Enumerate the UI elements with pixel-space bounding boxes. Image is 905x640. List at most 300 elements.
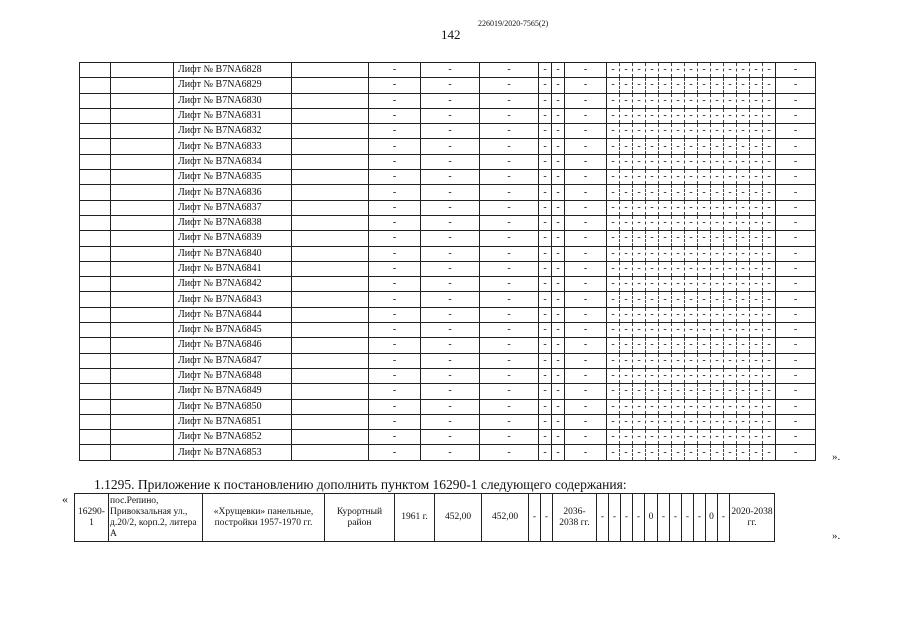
lift-cell-dash: - — [776, 414, 816, 429]
row-address: пос.Репино, Привокзальная ул., д.20/2, корп.2, литера А — [109, 494, 203, 542]
lift-cell-empty — [80, 139, 111, 154]
lift-cell-dash: - — [480, 124, 539, 139]
lift-cell-empty — [292, 63, 369, 78]
lift-cell-dash: - — [776, 200, 816, 215]
lift-cell-dash: - — [552, 200, 565, 215]
lift-cell-dash: - — [607, 307, 620, 322]
lift-cell-dash: - — [698, 185, 711, 200]
lift-cell-dash: - — [750, 368, 763, 383]
lift-cell-dash: - — [421, 108, 480, 123]
lift-cell-dash: - — [552, 261, 565, 276]
lift-cell-dash: - — [659, 93, 672, 108]
lift-cell-dash: - — [763, 277, 776, 292]
lift-cell-dash: - — [711, 338, 724, 353]
lift-cell-dash: - — [646, 323, 659, 338]
lift-cell-dash: - — [750, 139, 763, 154]
lift-cell-dash: - — [737, 414, 750, 429]
lift-cell-dash: - — [776, 261, 816, 276]
page-number: 142 — [441, 27, 461, 42]
lift-cell-dash: - — [737, 154, 750, 169]
lift-cell-dash: - — [724, 78, 737, 93]
lift-cell-dash: - — [421, 261, 480, 276]
lift-cell-dash: - — [421, 399, 480, 414]
lift-cell-dash: - — [776, 277, 816, 292]
lift-cell-dash: - — [369, 368, 421, 383]
lift-cell-dash: - — [737, 384, 750, 399]
lift-cell-dash: - — [421, 200, 480, 215]
lift-cell-empty — [80, 63, 111, 78]
lift-cell-dash: - — [711, 353, 724, 368]
lift-cell-dash: - — [421, 307, 480, 322]
lift-cell-dash: - — [763, 368, 776, 383]
lift-cell-empty — [80, 292, 111, 307]
lift-cell-dash: - — [421, 124, 480, 139]
lift-cell-dash: - — [737, 307, 750, 322]
lift-row — [80, 399, 816, 414]
lift-cell-dash: - — [724, 63, 737, 78]
lift-cell-dash: - — [685, 93, 698, 108]
lift-cell-dash: - — [776, 307, 816, 322]
lift-cell-dash: - — [672, 368, 685, 383]
lift-cell-dash: - — [659, 261, 672, 276]
lift-cell-dash: - — [552, 154, 565, 169]
lift-cell-dash: - — [711, 445, 724, 460]
lift-cell-dash: - — [724, 108, 737, 123]
lift-cell-dash: - — [369, 215, 421, 230]
lift-cell-dash: - — [685, 384, 698, 399]
lift-cell-dash: - — [750, 292, 763, 307]
lift-cell-dash: - — [480, 93, 539, 108]
lift-cell-dash: - — [737, 63, 750, 78]
row-dash: - — [609, 494, 621, 542]
lift-cell-dash: - — [607, 430, 620, 445]
lift-cell-dash: - — [750, 78, 763, 93]
lift-cell-dash: - — [539, 384, 552, 399]
lift-cell-dash: - — [552, 170, 565, 185]
row-number: 16290-1 — [75, 494, 109, 542]
lift-cell-dash: - — [763, 338, 776, 353]
lift-cell-dash: - — [698, 445, 711, 460]
lift-cell-dash: - — [724, 93, 737, 108]
lift-cell-dash: - — [421, 215, 480, 230]
lift-cell-dash: - — [539, 338, 552, 353]
lift-cell-dash: - — [421, 353, 480, 368]
lift-cell-dash: - — [539, 430, 552, 445]
lift-cell-dash: - — [633, 323, 646, 338]
lift-cell-empty — [111, 246, 174, 261]
lift-cell-dash: - — [620, 261, 633, 276]
lift-cell-dash: - — [646, 93, 659, 108]
lift-cell-dash: - — [480, 261, 539, 276]
lift-row — [80, 93, 816, 108]
lift-cell-dash: - — [565, 200, 607, 215]
lift-cell-empty — [111, 368, 174, 383]
lift-cell-dash: - — [607, 261, 620, 276]
lift-cell-dash: - — [646, 368, 659, 383]
lift-cell-dash: - — [685, 246, 698, 261]
lift-cell-dash: - — [750, 108, 763, 123]
lift-cell-dash: - — [633, 93, 646, 108]
lift-cell-dash: - — [685, 292, 698, 307]
lift-cell-dash: - — [421, 170, 480, 185]
lift-cell-dash: - — [646, 215, 659, 230]
lift-cell-dash: - — [763, 445, 776, 460]
row-dash: - — [682, 494, 694, 542]
lift-cell-dash: - — [672, 124, 685, 139]
lift-cell-dash: - — [480, 307, 539, 322]
lift-cell-dash: - — [539, 231, 552, 246]
lift-cell-dash: - — [672, 353, 685, 368]
lift-row — [80, 414, 816, 429]
row-dash: - — [633, 494, 645, 542]
lift-cell-dash: - — [539, 368, 552, 383]
lift-cell-dash: - — [552, 78, 565, 93]
lift-cell-dash: - — [480, 108, 539, 123]
lift-cell-empty — [111, 93, 174, 108]
lift-cell-dash: - — [539, 414, 552, 429]
lift-cell-dash: - — [565, 170, 607, 185]
lift-cell-dash: - — [737, 338, 750, 353]
lift-cell-dash: - — [776, 93, 816, 108]
lift-cell-dash: - — [724, 231, 737, 246]
lift-cell-dash: - — [711, 414, 724, 429]
lift-cell-dash: - — [480, 368, 539, 383]
lift-cell-dash: - — [633, 399, 646, 414]
lift-cell-dash: - — [646, 414, 659, 429]
lift-cell-dash: - — [698, 399, 711, 414]
lift-cell-dash: - — [620, 124, 633, 139]
lift-cell-dash: - — [421, 78, 480, 93]
lift-cell-empty — [80, 124, 111, 139]
lift-cell-dash: - — [685, 445, 698, 460]
lift-cell-dash: - — [685, 200, 698, 215]
lift-cell-dash: - — [763, 414, 776, 429]
lift-cell-dash: - — [552, 215, 565, 230]
lift-cell-empty — [80, 338, 111, 353]
lift-name: Лифт № В7NA6839 — [174, 231, 292, 246]
lift-cell-empty — [80, 246, 111, 261]
lift-cell-dash: - — [480, 399, 539, 414]
lift-cell-dash: - — [646, 430, 659, 445]
lift-cell-dash: - — [711, 368, 724, 383]
lift-cell-empty — [111, 124, 174, 139]
lift-cell-dash: - — [539, 63, 552, 78]
lift-cell-dash: - — [620, 430, 633, 445]
lift-cell-dash: - — [607, 185, 620, 200]
lift-cell-dash: - — [565, 246, 607, 261]
lift-cell-dash: - — [633, 338, 646, 353]
lift-cell-dash: - — [750, 63, 763, 78]
lift-cell-dash: - — [776, 353, 816, 368]
lift-cell-dash: - — [552, 292, 565, 307]
lift-cell-dash: - — [698, 200, 711, 215]
lift-cell-dash: - — [552, 445, 565, 460]
lift-cell-dash: - — [750, 384, 763, 399]
lift-cell-dash: - — [737, 93, 750, 108]
lift-cell-dash: - — [369, 78, 421, 93]
lift-cell-dash: - — [698, 215, 711, 230]
lift-name: Лифт № В7NA6835 — [174, 170, 292, 185]
lift-cell-dash: - — [724, 307, 737, 322]
lift-cell-dash: - — [633, 170, 646, 185]
lift-cell-dash: - — [763, 124, 776, 139]
lift-cell-dash: - — [607, 78, 620, 93]
lift-cell-dash: - — [724, 246, 737, 261]
lift-cell-dash: - — [539, 261, 552, 276]
lift-row — [80, 170, 816, 185]
lift-cell-dash: - — [369, 93, 421, 108]
lift-cell-dash: - — [646, 124, 659, 139]
lift-cell-dash: - — [672, 170, 685, 185]
lift-cell-dash: - — [724, 154, 737, 169]
lift-cell-dash: - — [659, 368, 672, 383]
lift-cell-dash: - — [565, 63, 607, 78]
lift-row — [80, 200, 816, 215]
lift-cell-dash: - — [737, 108, 750, 123]
lift-cell-dash: - — [421, 63, 480, 78]
lift-cell-dash: - — [685, 338, 698, 353]
lift-cell-dash: - — [539, 277, 552, 292]
row-final-period: 2020-2038 гг. — [730, 494, 775, 542]
lift-cell-empty — [80, 307, 111, 322]
lift-cell-dash: - — [369, 430, 421, 445]
lift-cell-dash: - — [724, 323, 737, 338]
lift-cell-dash: - — [607, 445, 620, 460]
lift-cell-dash: - — [552, 368, 565, 383]
lift-cell-empty — [292, 307, 369, 322]
lift-cell-dash: - — [539, 445, 552, 460]
lift-cell-dash: - — [369, 338, 421, 353]
lift-cell-dash: - — [369, 139, 421, 154]
lift-cell-dash: - — [421, 414, 480, 429]
lift-row — [80, 231, 816, 246]
lift-cell-dash: - — [672, 292, 685, 307]
lift-cell-dash: - — [552, 323, 565, 338]
lift-cell-dash: - — [369, 292, 421, 307]
lift-cell-dash: - — [776, 124, 816, 139]
lift-cell-empty — [111, 399, 174, 414]
lift-cell-dash: - — [737, 261, 750, 276]
lift-cell-dash: - — [685, 261, 698, 276]
lift-cell-dash: - — [369, 445, 421, 460]
lift-cell-dash: - — [480, 78, 539, 93]
lift-cell-dash: - — [698, 139, 711, 154]
lift-cell-dash: - — [711, 277, 724, 292]
row-dash: - — [541, 494, 553, 542]
lift-cell-dash: - — [750, 261, 763, 276]
lift-row — [80, 185, 816, 200]
lift-cell-dash: - — [737, 353, 750, 368]
lift-cell-dash: - — [763, 93, 776, 108]
lift-cell-dash: - — [607, 277, 620, 292]
lift-cell-dash: - — [552, 185, 565, 200]
lift-cell-dash: - — [607, 292, 620, 307]
lift-cell-dash: - — [565, 154, 607, 169]
lift-cell-dash: - — [724, 353, 737, 368]
lift-cell-dash: - — [607, 399, 620, 414]
lift-cell-dash: - — [552, 63, 565, 78]
lift-cell-dash: - — [737, 246, 750, 261]
lift-cell-dash: - — [565, 399, 607, 414]
lift-cell-dash: - — [672, 231, 685, 246]
lift-cell-dash: - — [750, 200, 763, 215]
lift-cell-dash: - — [776, 368, 816, 383]
row-dash: - — [621, 494, 633, 542]
lift-name: Лифт № В7NA6828 — [174, 63, 292, 78]
lift-cell-dash: - — [698, 63, 711, 78]
table-close-quote: ». — [832, 451, 841, 463]
lift-cell-dash: - — [646, 353, 659, 368]
lift-cell-dash: - — [698, 430, 711, 445]
lift-cell-dash: - — [672, 445, 685, 460]
lift-cell-dash: - — [607, 170, 620, 185]
lift-cell-empty — [292, 246, 369, 261]
lift-cell-dash: - — [607, 368, 620, 383]
lift-cell-dash: - — [672, 414, 685, 429]
lift-cell-dash: - — [646, 170, 659, 185]
lift-cell-dash: - — [659, 231, 672, 246]
lift-cell-dash: - — [685, 399, 698, 414]
lift-cell-dash: - — [685, 277, 698, 292]
lift-cell-empty — [292, 445, 369, 460]
lift-cell-dash: - — [480, 185, 539, 200]
lift-cell-dash: - — [480, 338, 539, 353]
lift-cell-dash: - — [724, 139, 737, 154]
lift-row — [80, 277, 816, 292]
lift-cell-dash: - — [539, 185, 552, 200]
lift-cell-dash: - — [552, 124, 565, 139]
lift-cell-dash: - — [607, 93, 620, 108]
lift-name: Лифт № В7NA6852 — [174, 430, 292, 445]
lift-cell-dash: - — [659, 307, 672, 322]
lift-name: Лифт № В7NA6837 — [174, 200, 292, 215]
lift-cell-dash: - — [685, 139, 698, 154]
lift-cell-dash: - — [369, 63, 421, 78]
lift-cell-dash: - — [750, 154, 763, 169]
lift-cell-dash: - — [724, 445, 737, 460]
lift-cell-dash: - — [776, 78, 816, 93]
lift-name: Лифт № В7NA6840 — [174, 246, 292, 261]
lift-cell-dash: - — [633, 63, 646, 78]
lift-cell-dash: - — [620, 353, 633, 368]
row-dash: - — [597, 494, 609, 542]
lift-cell-dash: - — [724, 368, 737, 383]
lift-cell-dash: - — [480, 277, 539, 292]
lift-cell-dash: - — [369, 261, 421, 276]
lift-cell-dash: - — [685, 414, 698, 429]
lift-cell-empty — [111, 323, 174, 338]
lift-cell-dash: - — [711, 261, 724, 276]
lift-cell-dash: - — [776, 215, 816, 230]
lift-cell-empty — [111, 200, 174, 215]
lift-cell-empty — [80, 399, 111, 414]
lift-cell-dash: - — [659, 170, 672, 185]
lift-row — [80, 246, 816, 261]
lift-cell-dash: - — [659, 353, 672, 368]
lift-cell-dash: - — [672, 139, 685, 154]
lift-cell-empty — [292, 353, 369, 368]
lift-cell-dash: - — [750, 323, 763, 338]
lift-cell-empty — [111, 139, 174, 154]
lift-cell-dash: - — [776, 338, 816, 353]
lift-cell-dash: - — [685, 430, 698, 445]
lift-cell-dash: - — [480, 430, 539, 445]
lift-cell-dash: - — [763, 384, 776, 399]
lift-name: Лифт № В7NA6845 — [174, 323, 292, 338]
lift-cell-dash: - — [565, 353, 607, 368]
lift-cell-dash: - — [776, 445, 816, 460]
lift-cell-dash: - — [607, 139, 620, 154]
lift-name: Лифт № В7NA6834 — [174, 154, 292, 169]
lift-cell-dash: - — [620, 292, 633, 307]
row-dash: - — [718, 494, 730, 542]
lift-cell-empty — [292, 231, 369, 246]
lift-cell-empty — [111, 292, 174, 307]
lift-cell-dash: - — [480, 384, 539, 399]
lift-cell-dash: - — [369, 108, 421, 123]
lift-cell-dash: - — [685, 124, 698, 139]
lift-cell-dash: - — [763, 323, 776, 338]
lift-cell-empty — [292, 93, 369, 108]
lift-cell-dash: - — [659, 338, 672, 353]
lift-cell-dash: - — [659, 124, 672, 139]
lift-cell-dash: - — [646, 261, 659, 276]
lift-row — [80, 323, 816, 338]
lift-cell-dash: - — [685, 215, 698, 230]
lift-cell-dash: - — [698, 231, 711, 246]
lift-cell-dash: - — [763, 307, 776, 322]
lift-cell-dash: - — [763, 353, 776, 368]
lift-cell-dash: - — [672, 246, 685, 261]
lift-row — [80, 307, 816, 322]
lift-cell-dash: - — [672, 63, 685, 78]
lift-row — [80, 108, 816, 123]
lift-cell-dash: - — [763, 215, 776, 230]
lift-cell-dash: - — [698, 78, 711, 93]
lift-cell-dash: - — [565, 108, 607, 123]
lift-cell-dash: - — [711, 231, 724, 246]
lift-cell-dash: - — [369, 384, 421, 399]
lift-cell-dash: - — [369, 231, 421, 246]
lift-cell-dash: - — [565, 368, 607, 383]
lift-cell-dash: - — [737, 124, 750, 139]
lift-cell-dash: - — [565, 139, 607, 154]
lift-cell-dash: - — [480, 246, 539, 261]
lift-cell-dash: - — [369, 307, 421, 322]
lift-table — [79, 62, 816, 461]
lift-cell-dash: - — [750, 185, 763, 200]
row-dash: - — [670, 494, 682, 542]
lift-cell-dash: - — [421, 154, 480, 169]
lift-cell-dash: - — [711, 292, 724, 307]
lift-cell-dash: - — [659, 277, 672, 292]
lift-cell-dash: - — [421, 445, 480, 460]
lift-cell-dash: - — [607, 124, 620, 139]
lift-name: Лифт № В7NA6842 — [174, 277, 292, 292]
lift-cell-empty — [111, 78, 174, 93]
lift-name: Лифт № В7NA6843 — [174, 292, 292, 307]
lift-cell-dash: - — [565, 124, 607, 139]
lift-cell-dash: - — [565, 384, 607, 399]
lift-name: Лифт № В7NA6831 — [174, 108, 292, 123]
row-repair-period: 2036-2038 гг. — [553, 494, 597, 542]
lift-cell-dash: - — [421, 185, 480, 200]
lift-cell-dash: - — [480, 63, 539, 78]
lift-cell-dash: - — [633, 384, 646, 399]
lift-cell-dash: - — [685, 108, 698, 123]
lift-cell-dash: - — [685, 323, 698, 338]
lift-cell-dash: - — [539, 139, 552, 154]
